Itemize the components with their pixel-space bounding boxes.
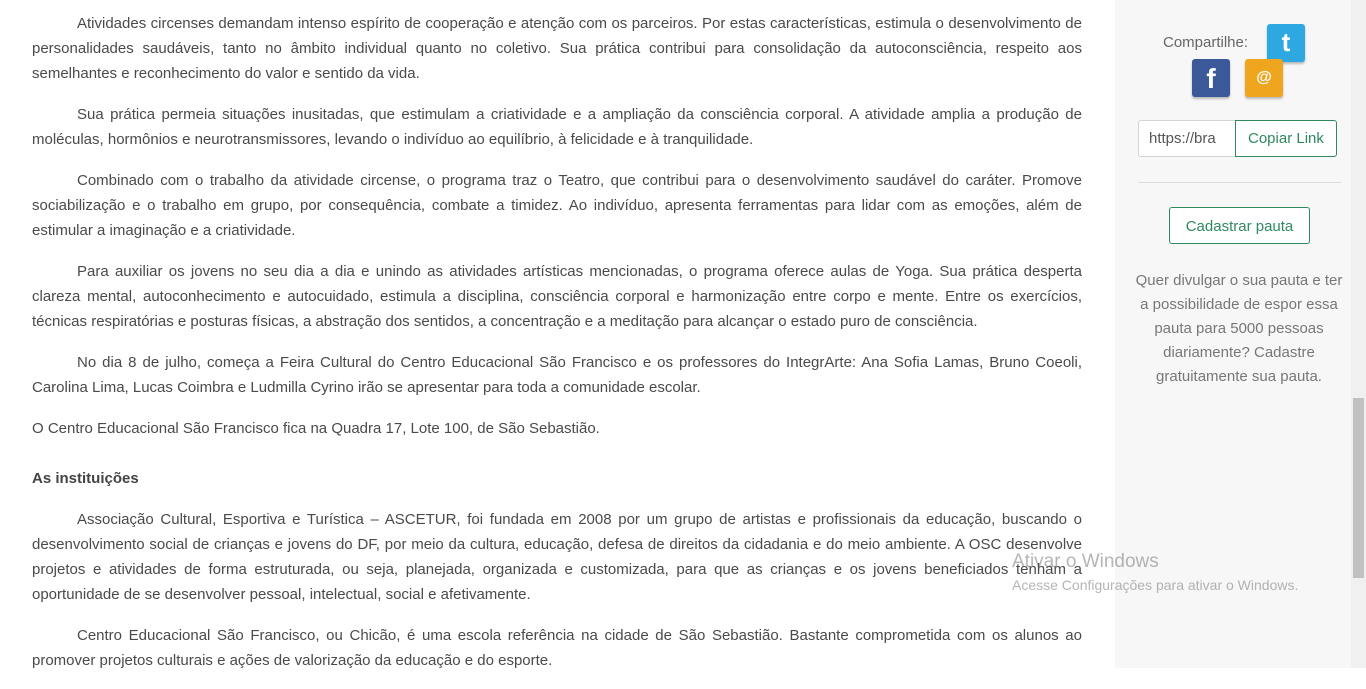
cadastrar-pauta-button[interactable]: Cadastrar pauta bbox=[1169, 207, 1310, 244]
facebook-icon[interactable]: f bbox=[1192, 59, 1230, 97]
article-paragraph: Sua prática permeia situações inusitadas, que estimulam a criatividade e a ampliação da consciência corporal. A atividade amplia a produção de moléculas, hormônios e neurotransmissores, levando o indivíduo ao equilíbrio, à felicidade e à tranquilidade. bbox=[32, 106, 1082, 148]
twitter-icon[interactable]: t bbox=[1267, 24, 1305, 62]
watermark-subtitle: Acesse Configurações para ativar o Windows. bbox=[1012, 577, 1299, 593]
article-paragraph: Associação Cultural, Esportiva e Turística – ASCETUR, foi fundada em 2008 por um grupo de artistas e profissionais da educação, buscando o desenvolvimento social de crianças e jovens do DF, por meio da cultura, educação, defesa de direitos da cidadania e do meio ambiente. A OSC desenvolve projetos e atividades de forma estruturada, ou seja, planejada, organizada e customizada, para que as crianças e os jovens beneficiados tenham a oportunidade de se desenvolver pessoal, intelectual, social e afetivamente. bbox=[32, 511, 1082, 603]
article-paragraph: Centro Educacional São Francisco, ou Chicão, é uma escola referência na cidade de São Sebastião. Bastante comprometida com os alunos ao promover projetos culturais e ações de valorização da educação e do esporte. bbox=[32, 627, 1082, 669]
watermark-title: Ativar o Windows bbox=[1012, 551, 1159, 572]
article-paragraph: Combinado com o trabalho da atividade circense, o programa traz o Teatro, que contribui para o desenvolvimento saudável do caráter. Promove sociabilização e o trabalho em grupo, por consequência, combate a timidez. Ao indivíduo, apresenta ferramentas para lidar com as emoções, além de estimular a imaginação e a criatividade. bbox=[32, 172, 1082, 239]
section-heading: As instituições bbox=[32, 470, 139, 487]
share-label: Compartilhe: bbox=[1163, 34, 1249, 51]
vertical-scrollbar[interactable] bbox=[1351, 0, 1366, 668]
article-paragraph: No dia 8 de julho, começa a Feira Cultural do Centro Educacional São Francisco e os professores do IntegrArte: Ana Sofia Lamas, Bruno Coeoli, Carolina Lima, Lucas Coimbra e Ludmilla Cyrino irão se apresentar para toda a comunidade escolar. bbox=[32, 354, 1082, 396]
address-paragraph: O Centro Educacional São Francisco fica na Quadra 17, Lote 100, de São Sebastião. bbox=[32, 420, 600, 437]
article-paragraph: Para auxiliar os jovens no seu dia a dia e unindo as atividades artísticas mencionadas, o programa oferece aulas de Yoga. Sua prática desperta clareza mental, autoconhecimento e autocuidado, estimula a disciplina, consciência corporal e harmonização entre corpo e mente. Entre os exercícios, técnicas respiratórias e posturas físicas, a abstração dos sentidos, a concentração e a meditação para alcançar o estado puro de consciência. bbox=[32, 263, 1082, 330]
sidebar bbox=[1115, 0, 1351, 668]
article-paragraph: Atividades circenses demandam intenso espírito de cooperação e atenção com os parceiros. Por estas características, estimula o desenvolvimento de personalidades saudáveis, tanto no âmbito individual quanto no coletivo. Sua prática contribui para consolidação da autoconsciência, respeito aos semelhantes e reconhecimento do valor e sentido da vida. bbox=[32, 15, 1082, 82]
email-icon[interactable]: @ bbox=[1245, 59, 1283, 97]
share-link-group bbox=[1138, 120, 1337, 157]
divider bbox=[1138, 182, 1341, 183]
scrollbar-thumb[interactable] bbox=[1353, 398, 1364, 578]
share-link-input[interactable] bbox=[1138, 120, 1235, 157]
copy-link-button[interactable]: Copiar Link bbox=[1235, 120, 1337, 157]
promo-text: Quer divulgar o sua pauta e ter a possibilidade de espor essa pauta para 5000 pessoas diariamente? Cadastre gratuitamente sua pauta. bbox=[1135, 272, 1343, 385]
article-body bbox=[32, 11, 1082, 689]
